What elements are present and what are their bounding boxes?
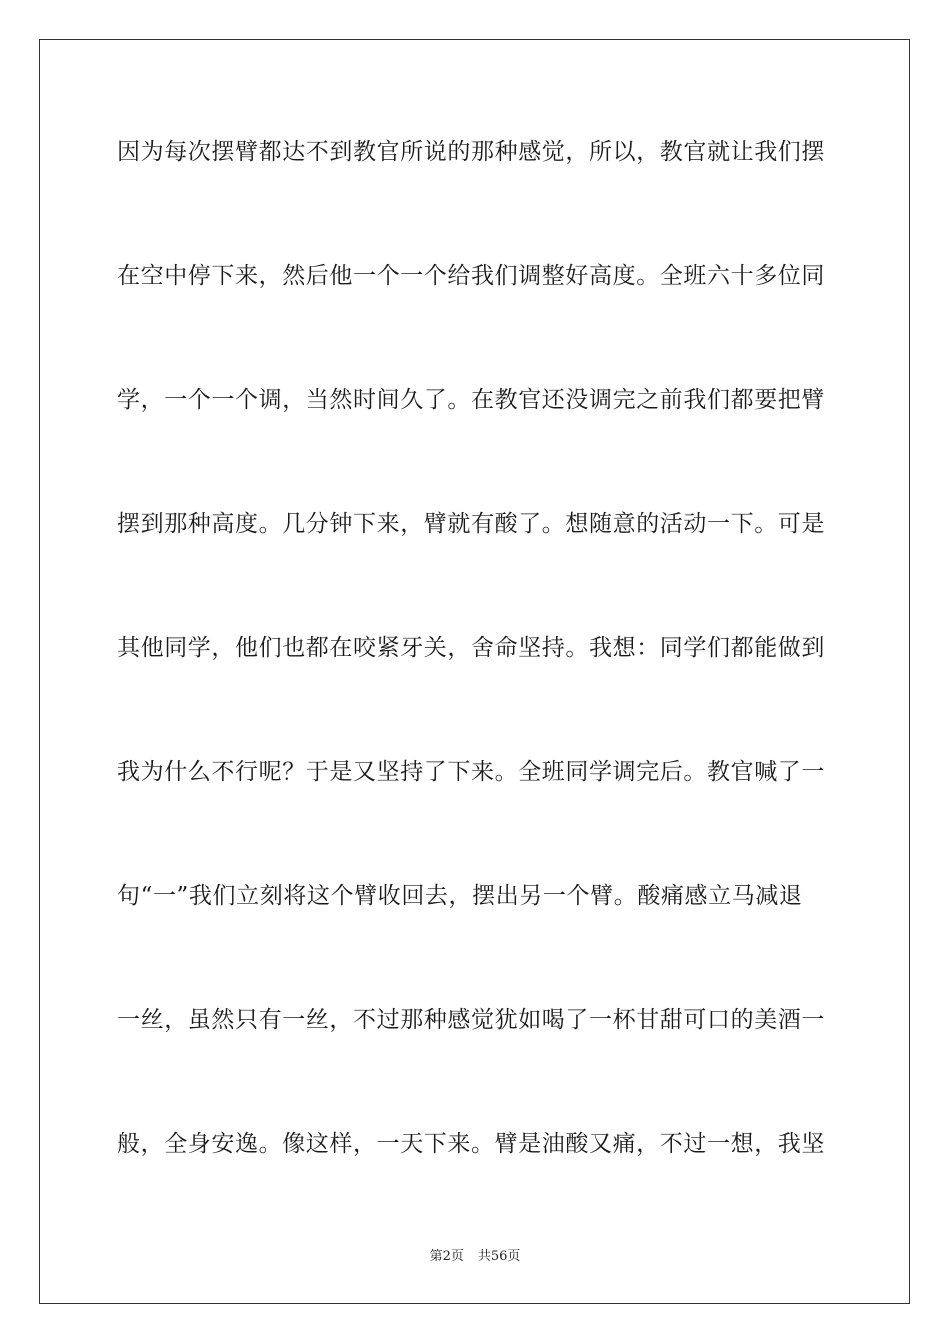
- page-border: [39, 39, 910, 1304]
- body-text-line: 句“一”我们立刻将这个臂收回去，摆出另一个臂。酸痛感立马减退: [117, 883, 803, 909]
- page-footer: [0, 1248, 950, 1266]
- body-text-line: 因为每次摆臂都达不到教官所说的那种感觉，所以，教官就让我们摆: [117, 139, 825, 165]
- body-text-line: 摆到那种高度。几分钟下来，臂就有酸了。想随意的活动一下。可是: [117, 511, 825, 537]
- body-text-line: 一丝，虽然只有一丝，不过那种感觉犹如喝了一杯甘甜可口的美酒一: [117, 1007, 825, 1033]
- body-text-line: 我为什么不行呢？于是又坚持了下来。全班同学调完后。教官喊了一: [117, 759, 825, 785]
- current-page-number: 第2页: [429, 1249, 464, 1264]
- body-text-line: 学，一个一个调，当然时间久了。在教官还没调完之前我们都要把臂: [117, 387, 825, 413]
- body-text-line: 般，全身安逸。像这样，一天下来。臂是油酸又痛，不过一想，我坚: [117, 1131, 825, 1157]
- total-page-count: 共56页: [477, 1249, 521, 1264]
- body-text-line: 在空中停下来，然后他一个一个给我们调整好高度。全班六十多位同: [117, 263, 825, 289]
- body-text-line: 其他同学，他们也都在咬紧牙关，舍命坚持。我想：同学们都能做到: [117, 635, 825, 661]
